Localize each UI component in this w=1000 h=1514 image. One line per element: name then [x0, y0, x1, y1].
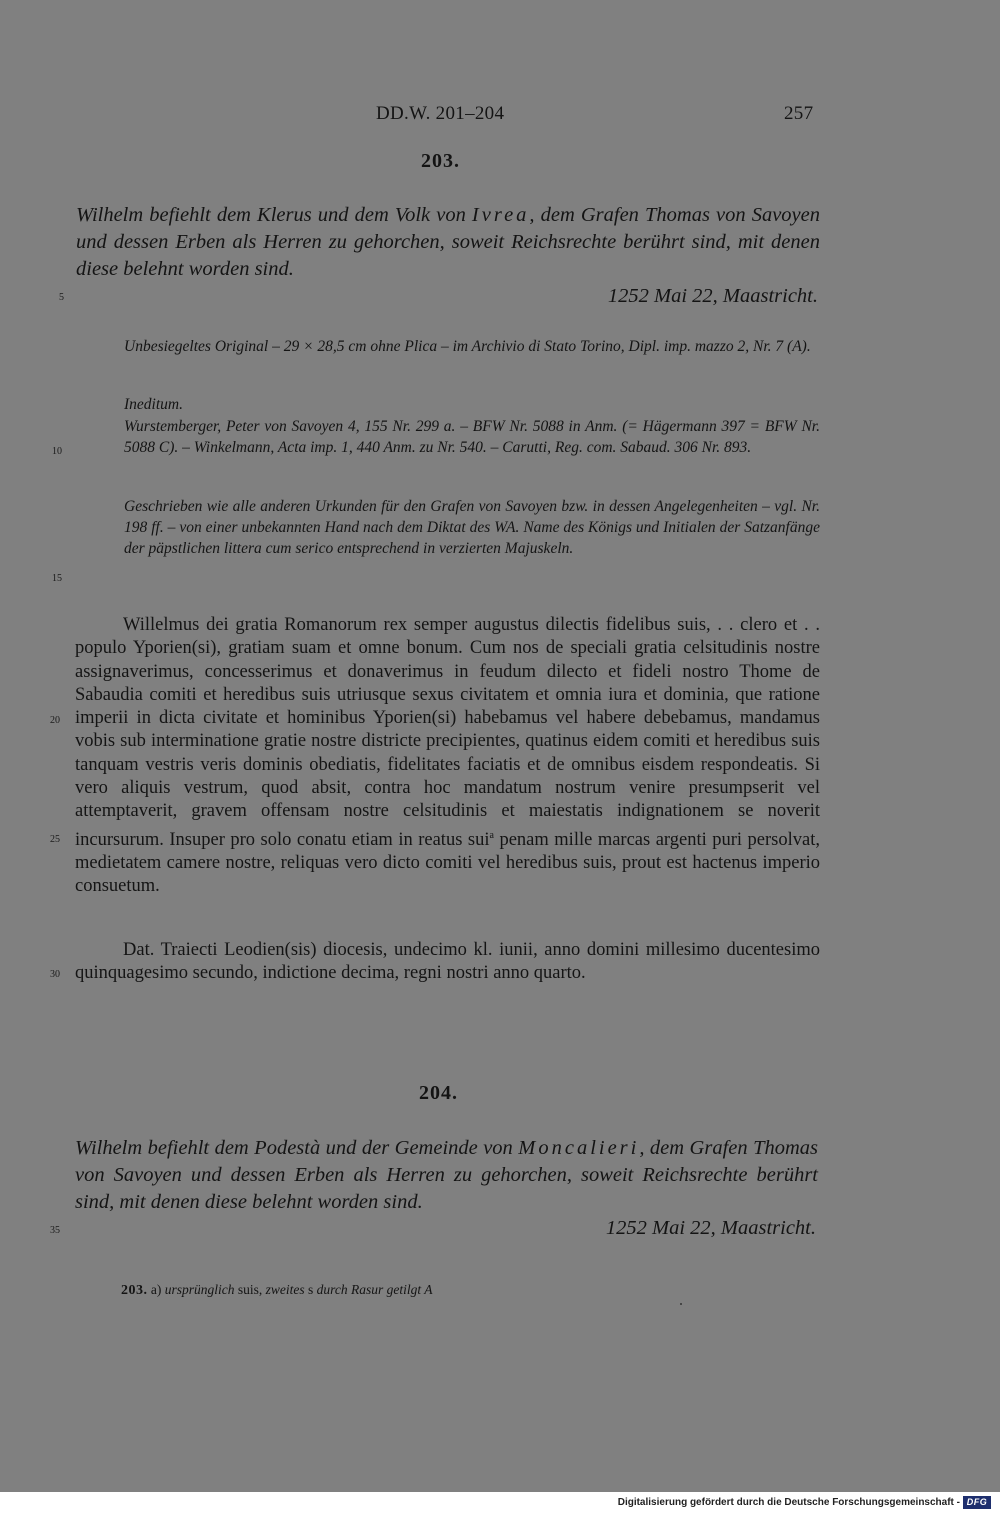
regest	[76, 202, 820, 283]
running-title: DD.W. 201–204	[376, 103, 505, 124]
commentary-note: Geschrieben wie alle anderen Urkunden für den Grafen von Savoyen bzw. in dessen Angelegenheiten – vgl. Nr. 198 ff. – von einer unbekannten Hand nach dem Diktat des WA. Name des Königs und Initialen der Satzanfänge der päpstlichen littera cum serico entsprechend in verzierten Majuskeln.	[124, 498, 820, 557]
line-number: 15	[52, 573, 62, 584]
charter-text	[75, 614, 820, 899]
charter-text-part: penam mille marcas argenti puri persolvat, medietatem camere nostre, reliquas vero dicto comiti vel heredibus suis, prout est hactenus imperio consuetum.	[75, 829, 820, 897]
regest-text: Wilhelm befiehlt dem Podestà und der Gemeinde von	[75, 1137, 519, 1159]
document-number: 204.	[419, 1082, 458, 1104]
place-name: Ivrea	[471, 204, 530, 226]
footnote-ref: 203.	[121, 1283, 148, 1298]
footnote-text: zweites	[265, 1282, 305, 1297]
footnote-text: ursprünglich	[164, 1282, 235, 1297]
line-number: 35	[50, 1225, 60, 1236]
line-number: 20	[50, 715, 60, 726]
regest	[75, 1135, 818, 1216]
line-number: 25	[50, 834, 60, 845]
regest-text: Wilhelm befiehlt dem Klerus und dem Volk von	[76, 204, 472, 226]
scan-speck	[680, 1303, 682, 1305]
tradition-note: Unbesiegeltes Original – 29 × 28,5 cm ohne Plica – im Archivio di Stato Torino, Dipl. imp. mazzo 2, Nr. 7 (A).	[124, 338, 811, 355]
footnote-text: suis,	[237, 1282, 263, 1297]
footnote-text: s	[308, 1282, 314, 1297]
document-number: 203.	[421, 150, 460, 172]
funding-note: Digitalisierung gefördert durch die Deutsche Forschungsgemeinschaft -	[617, 1497, 960, 1508]
regest-text: , dem Grafen Thomas von Savoyen und dessen Erben als Herren zu gehorchen, soweit Reichsrechte berührt sind, mit denen diese belehnt worden sind.	[75, 1137, 819, 1213]
footnote-marker: a	[489, 829, 494, 841]
edition-title: Ineditum.	[124, 396, 183, 413]
line-number: 10	[52, 446, 62, 457]
line-number: 30	[50, 969, 60, 980]
literature-note: Wurstemberger, Peter von Savoyen 4, 155 Nr. 299 a. – BFW Nr. 5088 in Anm. (= Hägermann 397 = BFW Nr. 5088 C). – Winkelmann, Acta imp. 1, 440 Anm. zu Nr. 540. – Carutti, Reg. com. Sabaud. 306 Nr. 893.	[124, 418, 820, 456]
footnote-mark: a)	[150, 1282, 162, 1297]
regest-text: , dem Grafen Thomas von Savoyen und dessen Erben als Herren zu gehorchen, soweit Reichsrechte berührt sind, mit denen diese belehnt worden sind.	[76, 204, 820, 280]
footnote	[121, 1282, 433, 1299]
dating-clause: Dat. Traiecti Leodien(sis) diocesis, undecimo kl. iunii, anno domini millesimo ducentesimo quinquagesimo secundo, indictione decima, regni nostri anno quarto.	[75, 940, 820, 984]
charter-text-part: Willelmus dei gratia Romanorum rex semper augustus dilectis fidelibus suis, . . clero et . . populo Yporien(si), gratiam suam et omne bonum. Cum nos de speciali gratia celsitudinis nostre assignaverimus, concesserimus et donaverimus in feudum dilecto et fideli nostro Thome de Sabaudia comiti et heredibus suis utriusque sexus civitatem et omnia iura et dominia, que ratione imperii in dicta civitate et hominibus Yporien(si) habebamus vel habere debebamus, mandamus vobis sub interminatione gratie nostre districte precipientes, quatinus eidem comiti et heredibus suis tanquam vestris veris dominis obediatis, fidelitates faciatis et de omnibus eisdem respondeatis. Si vero aliquis vestrum, quod absit, contra hoc mandatum nostrum venire presumpserit vel attemptaverit, gravem offensam nostre celsitudinis et maiestatis indignationem se noverit incursurum. Insuper pro solo conatu etiam in reatus sui	[75, 615, 820, 850]
document-date: 1252 Mai 22, Maastricht.	[605, 1217, 816, 1239]
page-number: 257	[784, 103, 814, 124]
place-name: Moncalieri	[518, 1137, 640, 1159]
footnote-text: durch Rasur getilgt A	[316, 1282, 433, 1297]
document-date: 1252 Mai 22, Maastricht.	[607, 285, 818, 307]
line-number: 5	[59, 292, 64, 303]
footer-bar	[0, 1492, 1000, 1514]
dfg-logo[interactable]: DFG	[963, 1496, 991, 1509]
